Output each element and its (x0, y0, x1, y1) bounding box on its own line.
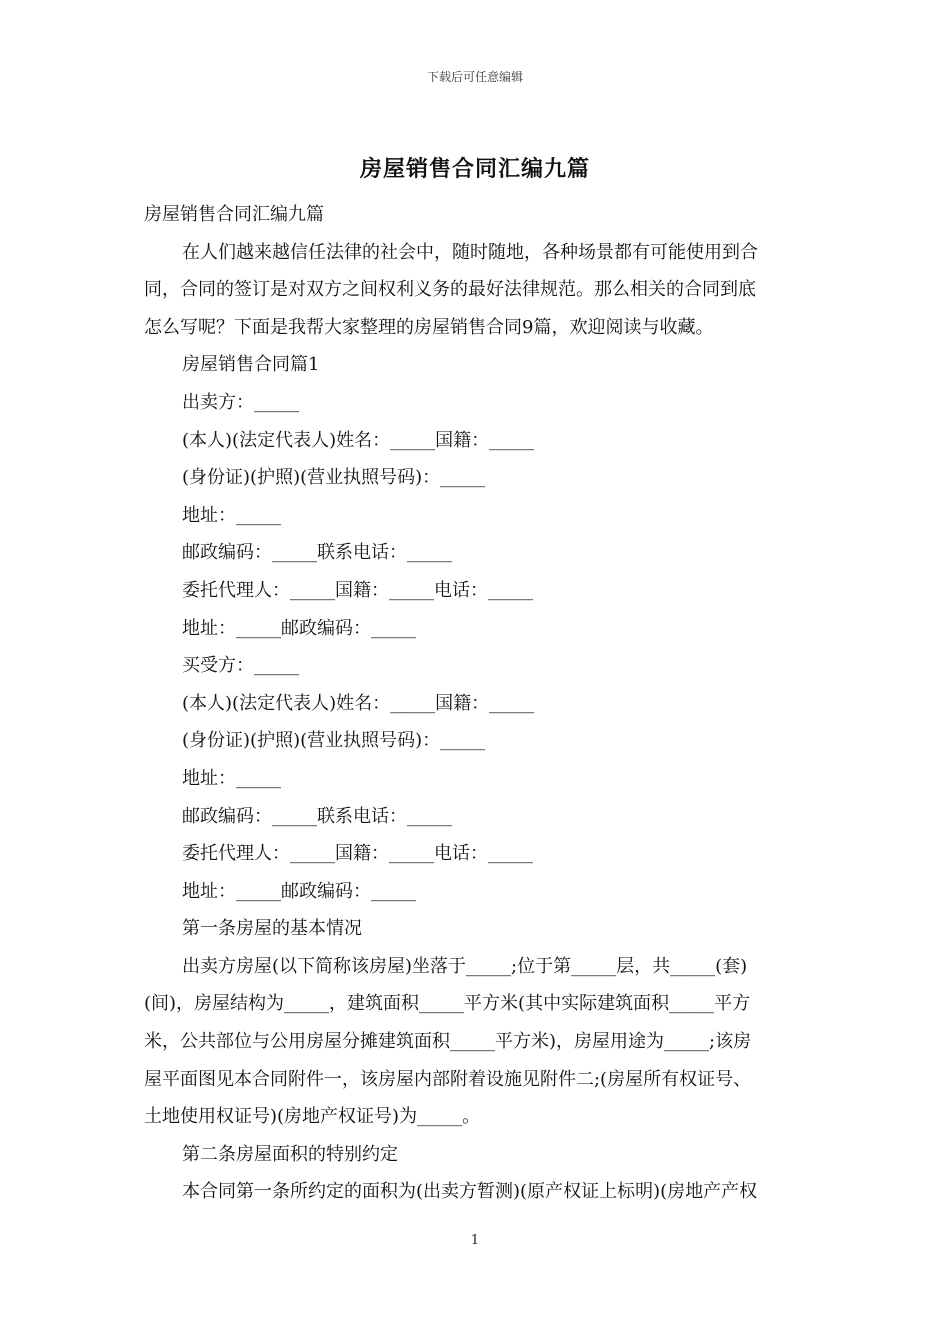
header-note: 下载后可任意编辑 (426, 70, 523, 84)
field-line: 地址：_____邮政编码：_____ (182, 617, 416, 639)
field-line: (身份证)(护照)(营业执照号码)：_____ (182, 467, 486, 489)
article-line: 出卖方房屋(以下简称该房屋)坐落于_____;位于第_____层，共_____(套) (182, 955, 748, 977)
field-line: 买受方：_____ (182, 655, 299, 677)
intro-line: 同，合同的签订是对双方之间权利义务的最好法律规范。那么相关的合同到底 (144, 279, 756, 301)
page-number: 1 (470, 1233, 480, 1248)
article-line: 本合同第一条所约定的面积为(出卖方暂测)(原产权证上标明)(房地产产权 (182, 1181, 758, 1203)
intro-line: 怎么写呢？下面是我帮大家整理的房屋销售合同9篇，欢迎阅读与收藏。 (144, 316, 714, 338)
article-heading: 第二条房屋面积的特别约定 (182, 1143, 398, 1165)
field-line: 委托代理人：_____国籍：_____电话：_____ (182, 579, 533, 601)
field-line: (身份证)(护照)(营业执照号码)：_____ (182, 730, 486, 752)
field-line: 委托代理人：_____国籍：_____电话：_____ (182, 843, 533, 865)
section-heading: 房屋销售合同篇1 (182, 354, 320, 376)
field-line: 邮政编码：_____联系电话：_____ (182, 805, 452, 827)
article-line: 屋平面图见本合同附件一，该房屋内部附着设施见附件二;(房屋所有权证号、 (144, 1068, 752, 1090)
article-line: 米，公共部位与公用房屋分摊建筑面积_____平方米)，房屋用途为_____;该房 (144, 1031, 752, 1053)
field-line: 出卖方：_____ (182, 391, 299, 413)
field-line: 邮政编码：_____联系电话：_____ (182, 542, 452, 564)
intro-line: 在人们越来越信任法律的社会中，随时随地，各种场景都有可能使用到合 (182, 241, 758, 263)
article-line: (间)，房屋结构为_____，建筑面积_____平方米(其中实际建筑面积_____平方 (144, 993, 751, 1015)
subtitle: 房屋销售合同汇编九篇 (144, 204, 324, 225)
field-line: 地址：_____邮政编码：_____ (182, 880, 416, 902)
article-heading: 第一条房屋的基本情况 (182, 918, 362, 940)
field-line: (本人)(法定代表人)姓名：_____国籍：_____ (182, 692, 535, 714)
field-line: 地址：_____ (182, 504, 281, 526)
field-line: 地址：_____ (182, 767, 281, 789)
article-line: 土地使用权证号)(房地产权证号)为_____。 (144, 1106, 481, 1128)
field-line: (本人)(法定代表人)姓名：_____国籍：_____ (182, 429, 535, 451)
document-title: 房屋销售合同汇编九篇 (359, 156, 590, 182)
document-body (144, 196, 806, 1211)
